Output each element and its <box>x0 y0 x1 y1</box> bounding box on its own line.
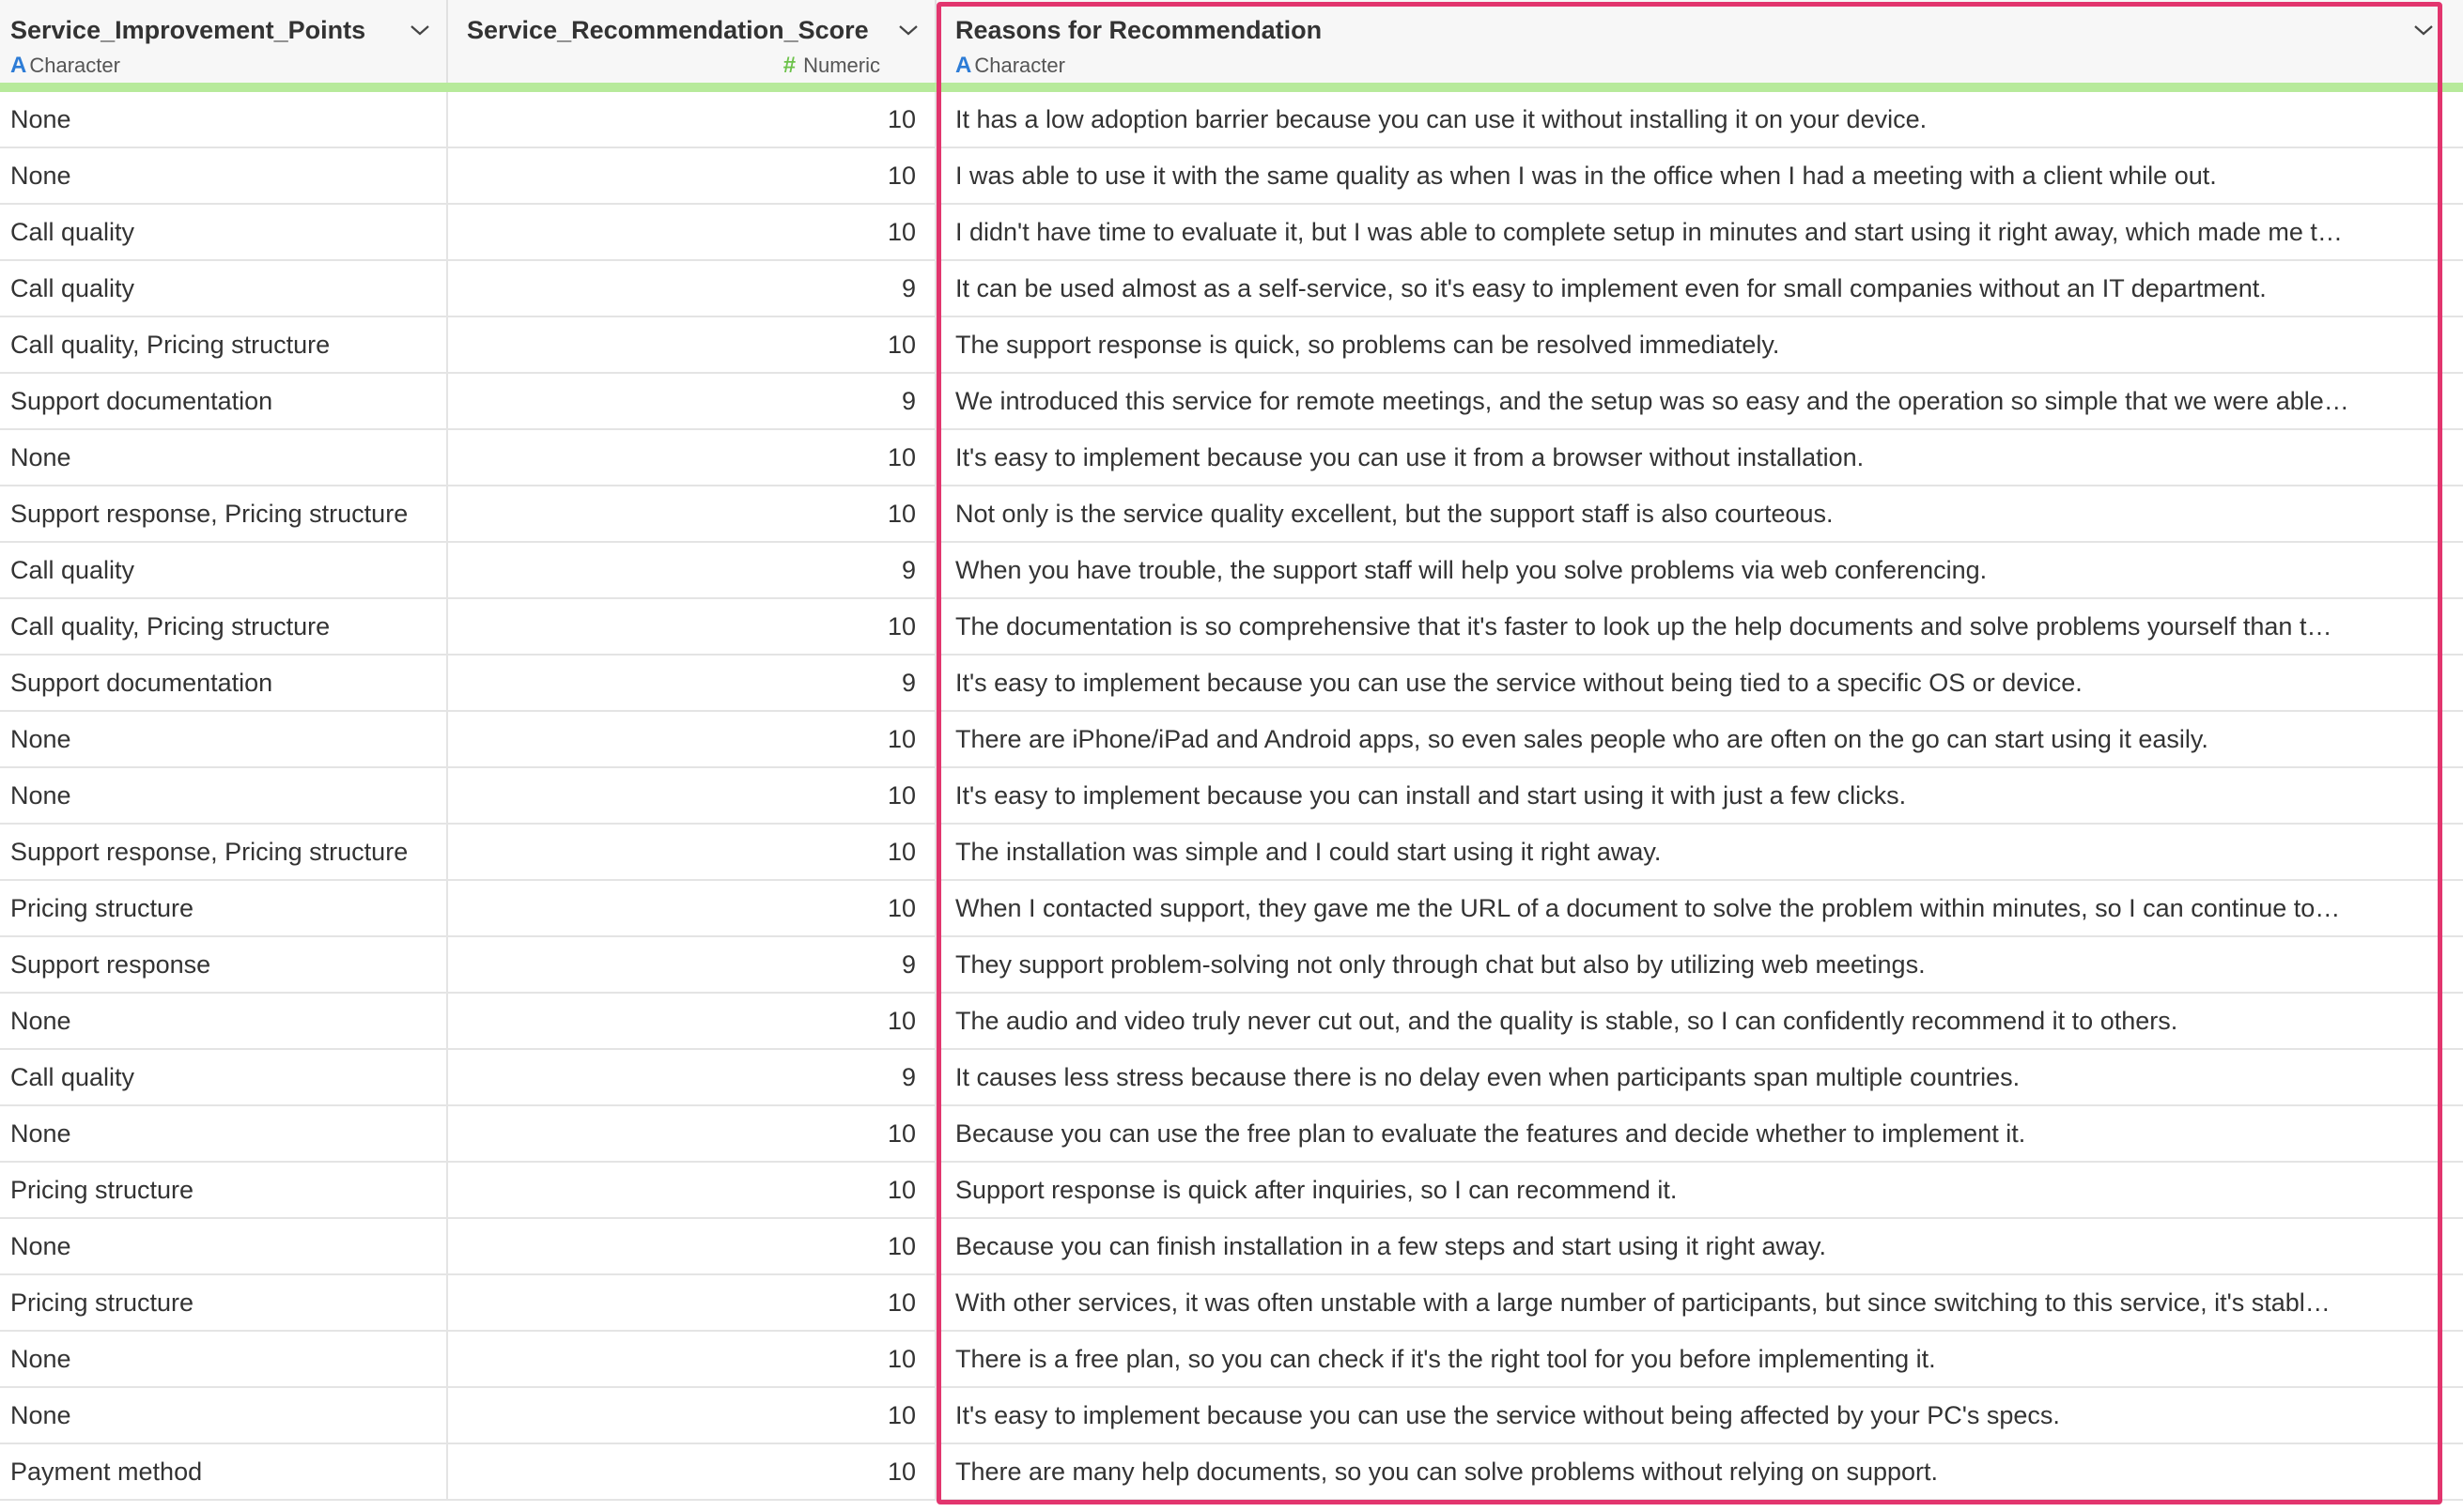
column-type-label: Numeric <box>803 54 880 77</box>
cell-improvement-points[interactable]: Support documentation <box>0 656 448 710</box>
table-row[interactable] <box>0 937 2463 994</box>
cell-improvement-points[interactable]: None <box>0 1388 448 1443</box>
table-row[interactable] <box>0 825 2463 881</box>
cell-improvement-points[interactable]: Call quality <box>0 543 448 597</box>
cell-improvement-points[interactable]: None <box>0 712 448 766</box>
cell-recommendation-score[interactable]: 10 <box>448 148 937 203</box>
cell-improvement-points[interactable]: Pricing structure <box>0 881 448 935</box>
table-row[interactable] <box>0 205 2463 261</box>
cell-recommendation-reason[interactable]: There is a free plan, so you can check if it's the right tool for you before implementing it. <box>955 1345 1936 1373</box>
cell-recommendation-score[interactable]: 10 <box>448 1163 937 1217</box>
table-row[interactable] <box>0 1275 2463 1332</box>
cell-recommendation-reason[interactable]: The installation was simple and I could start using it right away. <box>955 838 1662 866</box>
cell-improvement-points[interactable]: None <box>0 1106 448 1161</box>
cell-recommendation-reason[interactable]: With other services, it was often unstable with a large number of participants, but since switching to this service, it's stabl… <box>955 1288 2331 1317</box>
column-name: Reasons for Recommendation <box>955 16 1323 44</box>
column-type <box>783 53 880 79</box>
cell-recommendation-score[interactable]: 10 <box>448 92 937 147</box>
cell-improvement-points[interactable]: None <box>0 1219 448 1273</box>
column-header-reasons-for-recommendation[interactable] <box>937 0 2463 83</box>
cell-improvement-points[interactable]: Pricing structure <box>0 1163 448 1217</box>
cell-improvement-points[interactable]: None <box>0 768 448 823</box>
table-row[interactable] <box>0 768 2463 825</box>
column-name: Service_Improvement_Points <box>10 16 366 44</box>
cell-improvement-points[interactable]: Support response, Pricing structure <box>0 825 448 879</box>
cell-recommendation-reason[interactable]: It's easy to implement because you can use the service without being tied to a specific OS or device. <box>955 669 2083 697</box>
cell-recommendation-reason[interactable]: It can be used almost as a self-service, so it's easy to implement even for small companies without an IT department. <box>955 274 2267 302</box>
cell-recommendation-score[interactable]: 10 <box>448 317 937 372</box>
table-row[interactable] <box>0 1388 2463 1444</box>
numeric-type-icon: # <box>782 53 797 78</box>
cell-improvement-points[interactable]: None <box>0 1332 448 1386</box>
cell-recommendation-score[interactable]: 10 <box>448 1106 937 1161</box>
cell-recommendation-reason[interactable]: When I contacted support, they gave me the URL of a document to solve the problem within minutes, so I can continue to… <box>955 894 2341 922</box>
chevron-down-icon[interactable] <box>2412 23 2435 38</box>
table-row[interactable] <box>0 1106 2463 1163</box>
column-header-service-recommendation-score[interactable] <box>448 0 937 83</box>
cell-recommendation-reason[interactable]: The audio and video truly never cut out, and the quality is stable, so I can confidently recommend it to others. <box>955 1007 2178 1035</box>
column-type-label: Character <box>974 54 1065 77</box>
cell-improvement-points[interactable]: Support response <box>0 937 448 992</box>
table-row[interactable] <box>0 881 2463 937</box>
cell-recommendation-score[interactable]: 9 <box>448 1050 937 1104</box>
cell-recommendation-score[interactable]: 10 <box>448 712 937 766</box>
cell-improvement-points[interactable]: None <box>0 430 448 485</box>
cell-recommendation-score[interactable]: 10 <box>448 1388 937 1443</box>
column-header-service-improvement-points[interactable] <box>0 0 448 83</box>
cell-recommendation-reason[interactable]: The support response is quick, so problems can be resolved immediately. <box>955 331 1780 359</box>
cell-recommendation-reason[interactable]: It's easy to implement because you can use the service without being affected by your PC's specs. <box>955 1401 2060 1429</box>
cell-improvement-points[interactable]: Payment method <box>0 1444 448 1499</box>
table-row[interactable] <box>0 486 2463 543</box>
cell-improvement-points[interactable]: Call quality <box>0 1050 448 1104</box>
cell-recommendation-reason[interactable]: We introduced this service for remote meetings, and the setup was so easy and the operation so simple that we were able… <box>955 387 2349 415</box>
cell-improvement-points[interactable]: Call quality <box>0 261 448 316</box>
cell-recommendation-score[interactable]: 10 <box>448 599 937 654</box>
table-row[interactable] <box>0 543 2463 599</box>
table-row[interactable] <box>0 261 2463 317</box>
cell-recommendation-score[interactable]: 10 <box>448 430 937 485</box>
cell-recommendation-reason[interactable]: It has a low adoption barrier because you can use it without installing it on your device. <box>955 105 1928 133</box>
column-name: Service_Recommendation_Score <box>467 16 869 44</box>
cell-improvement-points[interactable]: Support documentation <box>0 374 448 428</box>
cell-recommendation-reason[interactable]: Because you can use the free plan to evaluate the features and decide whether to implement it. <box>955 1119 2026 1148</box>
table-row[interactable] <box>0 994 2463 1050</box>
table-row[interactable] <box>0 1163 2463 1219</box>
cell-recommendation-reason[interactable]: It's easy to implement because you can use it from a browser without installation. <box>955 443 1865 471</box>
cell-improvement-points[interactable]: Support response, Pricing structure <box>0 486 448 541</box>
cell-improvement-points[interactable]: Call quality, Pricing structure <box>0 317 448 372</box>
character-type-icon: A <box>10 53 27 78</box>
data-quality-bar <box>0 83 2463 92</box>
chevron-down-icon[interactable] <box>897 23 920 38</box>
cell-improvement-points[interactable]: None <box>0 994 448 1048</box>
cell-recommendation-score[interactable]: 9 <box>448 656 937 710</box>
cell-recommendation-reason[interactable]: There are iPhone/iPad and Android apps, so even sales people who are often on the go can start using it easily. <box>955 725 2208 753</box>
cell-recommendation-reason[interactable]: Support response is quick after inquiries, so I can recommend it. <box>955 1176 1678 1204</box>
column-type-label: Character <box>29 54 120 77</box>
cell-recommendation-score[interactable]: 10 <box>448 881 937 935</box>
cell-improvement-points[interactable]: None <box>0 92 448 147</box>
table-row[interactable] <box>0 148 2463 205</box>
cell-recommendation-score[interactable]: 10 <box>448 486 937 541</box>
cell-improvement-points[interactable]: None <box>0 148 448 203</box>
cell-recommendation-score[interactable]: 10 <box>448 1444 937 1499</box>
column-type <box>10 53 120 79</box>
cell-recommendation-reason[interactable]: It causes less stress because there is no delay even when participants span multiple countries. <box>955 1063 2021 1091</box>
cell-improvement-points[interactable]: Call quality, Pricing structure <box>0 599 448 654</box>
table-body <box>0 92 2463 1501</box>
table-row[interactable] <box>0 1332 2463 1388</box>
cell-recommendation-score[interactable]: 9 <box>448 543 937 597</box>
cell-recommendation-reason[interactable]: There are many help documents, so you can solve problems without relying on support. <box>955 1458 1939 1486</box>
cell-recommendation-score[interactable]: 10 <box>448 1275 937 1330</box>
table-row[interactable] <box>0 1050 2463 1106</box>
cell-recommendation-reason[interactable]: The documentation is so comprehensive that it's faster to look up the help documents and solve problems yourself than t… <box>955 612 2332 640</box>
column-type <box>955 53 1065 79</box>
table-row[interactable] <box>0 712 2463 768</box>
cell-recommendation-reason[interactable]: They support problem-solving not only through chat but also by utilizing web meetings. <box>955 950 1926 979</box>
cell-recommendation-reason[interactable]: Not only is the service quality excellent, but the support staff is also courteous. <box>955 500 1834 528</box>
table-row[interactable] <box>0 599 2463 656</box>
cell-recommendation-reason[interactable]: Because you can finish installation in a few steps and start using it right away. <box>955 1232 1827 1260</box>
character-type-icon: A <box>955 53 972 78</box>
cell-recommendation-score[interactable]: 10 <box>448 1332 937 1386</box>
table-row[interactable] <box>0 317 2463 374</box>
cell-recommendation-reason[interactable]: I was able to use it with the same quality as when I was in the office when I had a meeting with a client while out. <box>955 162 2217 190</box>
cell-recommendation-reason[interactable]: When you have trouble, the support staff will help you solve problems via web conferencing. <box>955 556 1988 584</box>
cell-recommendation-score[interactable]: 9 <box>448 261 937 316</box>
cell-recommendation-score[interactable]: 9 <box>448 374 937 428</box>
cell-recommendation-score[interactable]: 9 <box>448 937 937 992</box>
table-row[interactable] <box>0 374 2463 430</box>
cell-recommendation-reason[interactable]: It's easy to implement because you can install and start using it with just a few clicks. <box>955 781 1907 810</box>
table-row[interactable] <box>0 430 2463 486</box>
cell-recommendation-reason[interactable]: I didn't have time to evaluate it, but I was able to complete setup in minutes and start using it right away, which made me t… <box>955 218 2343 246</box>
cell-improvement-points[interactable]: Call quality <box>0 205 448 259</box>
table-row[interactable] <box>0 1444 2463 1501</box>
table-header <box>0 0 2463 83</box>
table-row[interactable] <box>0 1219 2463 1275</box>
cell-improvement-points[interactable]: Pricing structure <box>0 1275 448 1330</box>
cell-recommendation-score[interactable]: 10 <box>448 994 937 1048</box>
cell-recommendation-score[interactable]: 10 <box>448 1219 937 1273</box>
chevron-down-icon[interactable] <box>409 23 431 38</box>
cell-recommendation-score[interactable]: 10 <box>448 825 937 879</box>
cell-recommendation-score[interactable]: 10 <box>448 205 937 259</box>
table-row[interactable] <box>0 656 2463 712</box>
table-row[interactable] <box>0 92 2463 148</box>
cell-recommendation-score[interactable]: 10 <box>448 768 937 823</box>
